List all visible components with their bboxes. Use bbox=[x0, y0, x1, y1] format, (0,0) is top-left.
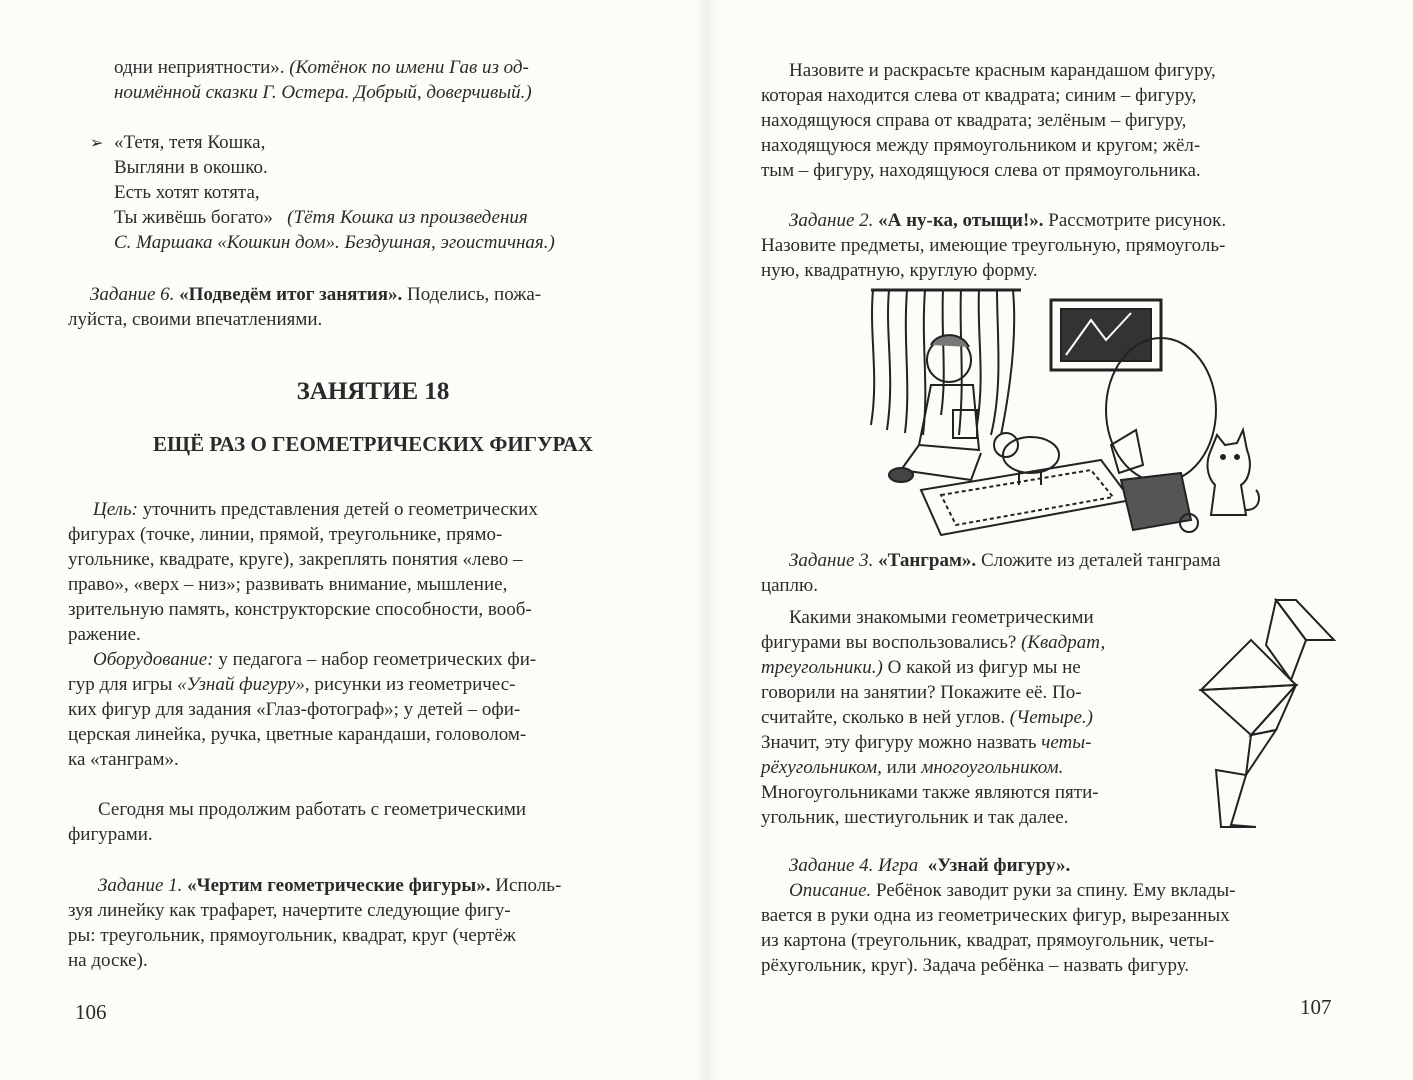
lesson-subtitle: ЕЩЁ РАЗ О ГЕОМЕТРИЧЕСКИХ ФИГУРАХ bbox=[153, 432, 593, 456]
task-3: Задание 3. «Танграм». Сложите из деталей танграма цаплю. bbox=[761, 550, 1221, 596]
page-number: 106 bbox=[75, 1000, 107, 1024]
today-paragraph: Сегодня мы продолжим работать с геометрическими фигурами. bbox=[68, 799, 527, 845]
equipment-paragraph: Оборудование: у педагога – набор геометрических фи- гур для игры «Узнай фигуру», рисунки из геометричес- ких фигур для задания «Глаз-фотограф»; у детей – офи- церская линейка, ручка, цветные карандаши, головолом- ка «танграм». bbox=[68, 649, 537, 770]
task-6: Задание 6. «Подведём итог занятия». Поделись, пожа- луйста, своими впечатлениями. bbox=[68, 284, 542, 330]
room-illustration bbox=[861, 285, 1261, 545]
bullet-arrow-icon: ➢ bbox=[90, 133, 104, 152]
task-2: Задание 2. «А ну-ка, отыщи!». Рассмотрите рисунок. Назовите предметы, имеющие треугольную, прямоуголь- ную, квадратную, круглую форму. bbox=[761, 210, 1227, 281]
task-4: Задание 4. Игра «Узнай фигуру». Описание. Ребёнок заводит руки за спину. Ему вклады- вается в руки одна из геометрических фигур, вырезанных из картона (треугольник, квадрат, прямоугольник, четы- рёхугольник, круг). Задача ребёнка – назвать фигуру. bbox=[761, 855, 1236, 976]
poem-quote: ➢ «Тетя, тетя Кошка, Выгляни в окошко. Есть хотят котята, Ты живёшь богато» (Тётя Кошка из произведения С. Маршака «Кошкин дом». Бездушная, эгоистичная.) bbox=[90, 132, 555, 253]
right-page bbox=[706, 0, 1413, 1080]
left-page bbox=[0, 0, 706, 1080]
tangram-heron-figure bbox=[1196, 595, 1366, 830]
intro-paragraph: одни неприятности». (Котёнок по имени Гав из од- ноимённой сказки Г. Остера. Добрый, доверчивый.) bbox=[114, 57, 532, 103]
question-paragraph: Какими знакомыми геометрическими фигурами вы воспользовались? (Квадрат, треугольники.) О какой из фигур мы не говорили на занятии? Покажите её. По- считайте, сколько в ней углов. (Четыре.) Значит, эту фигуру можно назвать четы- рёхугольником, или многоугольником. Многоугольниками также являются пяти- угольник, шестиугольник и так далее. bbox=[761, 607, 1106, 828]
goal-paragraph: Цель: уточнить представления детей о геометрических фигурах (точке, линии, прямой, треугольнике, прямо- угольнике, квадрате, круге), закреплять понятия «лево – право», «верх – низ»; развивать внимание, мышление, зрительную память, конструкторские способности, вооб- ражение. bbox=[68, 499, 538, 645]
lesson-title: ЗАНЯТИЕ 18 bbox=[296, 378, 450, 405]
color-instructions-paragraph: Назовите и раскрасьте красным карандашом фигуру, которая находится слева от квадрата; синим – фигуру, находящуюся справа от квадрата; зелёным – фигуру, находящуюся между прямоугольником и кругом; жёл- тым – фигуру, находящуюся слева от прямоугольника. bbox=[761, 60, 1216, 181]
page-number: 107 bbox=[1300, 995, 1332, 1019]
task-1: Задание 1. «Чертим геометрические фигуры». Исполь- зуя линейку как трафарет, начертите следующие фигу- ры: треугольник, прямоугольник, квадрат, круг (чертёж на доске). bbox=[68, 875, 562, 971]
